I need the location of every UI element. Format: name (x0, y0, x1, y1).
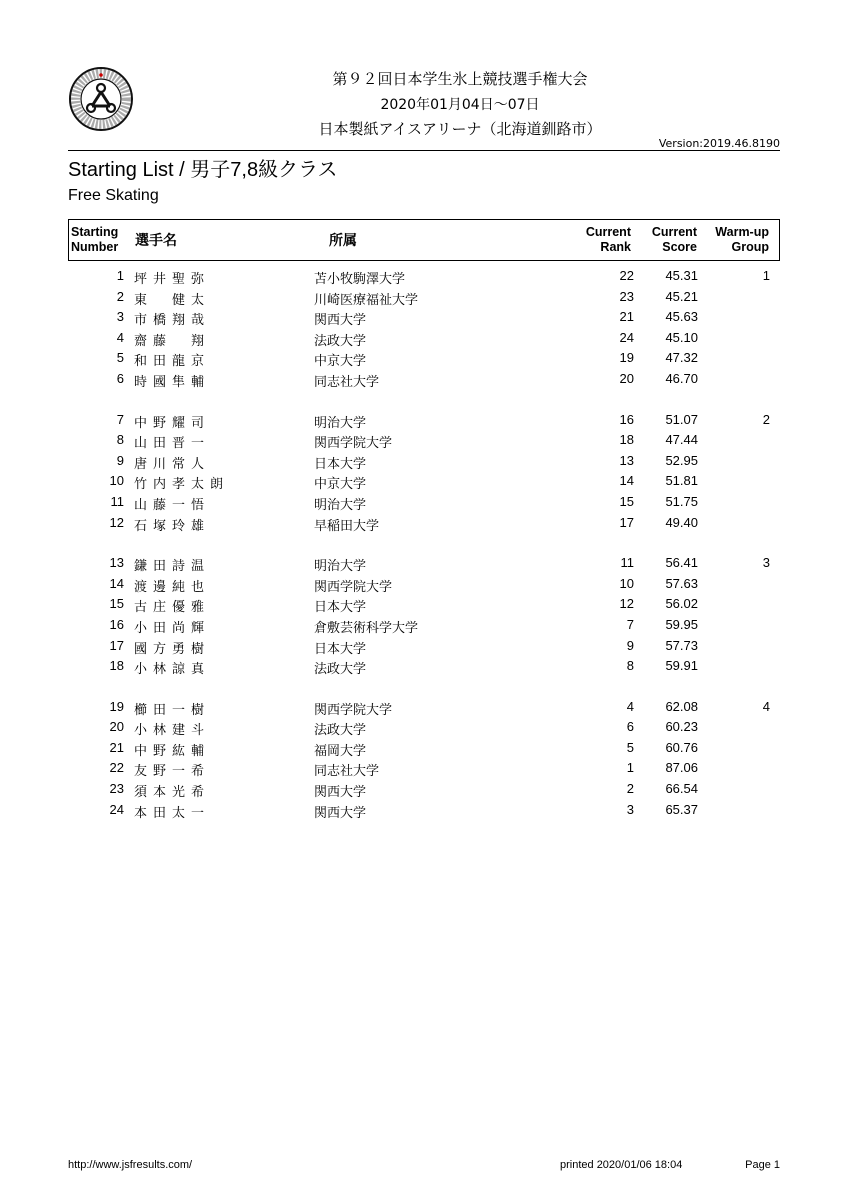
current-score: 46.70 (665, 370, 698, 386)
starting-number: 12 (109, 514, 124, 530)
current-score: 49.40 (665, 514, 698, 530)
skater-name: 本田太一 (134, 804, 211, 820)
starting-number: 3 (116, 309, 124, 325)
event-title: 第９２回日本学生氷上競技選手権大会 (332, 70, 588, 88)
table-row (68, 287, 780, 308)
starting-number: 14 (109, 575, 124, 591)
skater-name: 中野耀司 (134, 414, 211, 430)
starting-number: 8 (116, 432, 124, 448)
footer-url[interactable]: http://www.jsfresults.com/ (68, 1159, 193, 1171)
warmup-group: 3 (762, 555, 770, 571)
current-score: 52.95 (665, 452, 698, 468)
current-rank: 18 (619, 432, 634, 448)
skater-name: 鎌田詩温 (134, 558, 211, 574)
current-score: 45.31 (665, 268, 698, 283)
table-row (68, 553, 780, 574)
current-score: 60.23 (665, 719, 698, 735)
skater-name: 須本光希 (134, 784, 211, 800)
current-score: 60.76 (665, 739, 698, 755)
club-name: 日本大学 (314, 599, 367, 615)
table-row (68, 800, 780, 821)
skater-name: 和田龍京 (134, 353, 211, 369)
current-rank: 9 (626, 637, 634, 653)
current-score: 56.02 (665, 596, 698, 612)
skater-name: 山田晋一 (134, 435, 211, 451)
current-rank: 22 (619, 268, 634, 283)
starting-number: 9 (116, 452, 124, 468)
table-row (68, 779, 780, 800)
current-score: 45.10 (665, 329, 698, 345)
club-name: 法政大学 (314, 722, 367, 738)
club-name: 川崎医療福祉大学 (314, 291, 419, 307)
club-name: 法政大学 (314, 332, 367, 348)
starting-number: 4 (116, 329, 124, 345)
table-row (68, 594, 780, 615)
table-row (68, 717, 780, 738)
skater-name: 國方勇樹 (134, 640, 211, 656)
current-score: 87.06 (665, 760, 698, 776)
club-name: 同志社大学 (314, 373, 380, 389)
header-divider (68, 150, 780, 151)
club-name: 日本大学 (314, 455, 367, 471)
current-rank: 12 (619, 596, 634, 612)
club-name: 苫小牧駒澤大学 (314, 271, 406, 286)
table-header (68, 219, 780, 261)
starting-number: 16 (109, 616, 124, 632)
skater-name: 古庄優雅 (134, 599, 211, 615)
table-row (68, 369, 780, 390)
club-name: 同志社大学 (314, 763, 380, 779)
club-name: 中京大学 (314, 353, 367, 369)
current-rank: 15 (619, 493, 634, 509)
current-rank: 13 (619, 452, 634, 468)
skater-name: 時國隼輔 (134, 373, 211, 389)
current-score: 66.54 (665, 781, 698, 797)
col-starting-number: Starting Number (71, 225, 119, 254)
skater-name: 坪井聖弥 (134, 271, 211, 286)
club-name: 早稲田大学 (314, 517, 380, 533)
club-name: 関西大学 (314, 784, 367, 800)
table-row (68, 471, 780, 492)
current-rank: 17 (619, 514, 634, 530)
skater-name: 市橋翔哉 (134, 312, 211, 328)
footer-page: Page 1 (745, 1159, 780, 1171)
starting-number: 13 (109, 555, 124, 571)
current-score: 57.73 (665, 637, 698, 653)
club-name: 関西学院大学 (314, 435, 393, 451)
current-rank: 8 (626, 658, 634, 674)
starting-number: 1 (116, 268, 124, 283)
warmup-group: 2 (762, 411, 770, 427)
skater-name: 石塚玲雄 (134, 517, 211, 533)
col-current-rank: Current Rank (585, 225, 631, 254)
starting-number: 24 (109, 801, 124, 817)
starting-number: 19 (109, 698, 124, 714)
skater-name: 小林建斗 (134, 722, 211, 738)
version-label: Version:2019.46.8190 (658, 137, 780, 150)
table-row (68, 697, 780, 718)
table-row (68, 615, 780, 636)
current-score: 65.37 (665, 801, 698, 817)
current-score: 57.63 (665, 575, 698, 591)
club-name: 関西大学 (314, 804, 367, 820)
table-row (68, 266, 780, 287)
col-warmup-group: Warm-up Group (715, 225, 769, 254)
skater-name: 友野一希 (134, 763, 211, 779)
event-dates: 2020年01月04日～07日 (380, 97, 540, 113)
current-rank: 19 (619, 350, 634, 366)
skater-name: 小田尚輝 (134, 619, 211, 635)
club-name: 関西学院大学 (314, 701, 393, 717)
table-row (68, 328, 780, 349)
current-score: 59.95 (665, 616, 698, 632)
page-title: Starting List / 男子7,8級クラス (68, 159, 338, 181)
table-row (68, 451, 780, 472)
starting-number: 10 (109, 473, 124, 489)
club-name: 明治大学 (314, 496, 367, 512)
current-score: 51.81 (665, 473, 698, 489)
skater-name: 山藤一悟 (134, 496, 211, 512)
club-name: 中京大学 (314, 476, 367, 492)
current-rank: 16 (619, 411, 634, 427)
current-rank: 5 (626, 739, 634, 755)
current-score: 47.32 (665, 350, 698, 366)
club-name: 関西大学 (314, 312, 367, 328)
current-score: 56.41 (665, 555, 698, 571)
event-venue: 日本製紙アイスアリーナ（北海道釧路市） (318, 120, 602, 138)
starting-number: 17 (109, 637, 124, 653)
starting-number: 23 (109, 781, 124, 797)
starting-number: 15 (109, 596, 124, 612)
current-rank: 7 (626, 616, 634, 632)
current-score: 47.44 (665, 432, 698, 448)
skater-name: 小林諒真 (134, 661, 211, 677)
skater-name: 中野紘輔 (134, 742, 211, 758)
current-rank: 1 (626, 760, 634, 776)
current-score: 62.08 (665, 698, 698, 714)
club-name: 明治大学 (314, 414, 367, 430)
club-name: 倉敷芸術科学大学 (314, 619, 419, 635)
club-name: 関西学院大学 (314, 578, 393, 594)
current-rank: 10 (619, 575, 634, 591)
club-name: 明治大学 (314, 558, 367, 574)
starting-number: 5 (116, 350, 124, 366)
footer-printed: printed 2020/01/06 18:04 (560, 1159, 683, 1171)
current-rank: 3 (626, 801, 634, 817)
starting-number: 21 (109, 739, 124, 755)
club-name: 法政大学 (314, 661, 367, 677)
current-score: 51.07 (665, 411, 698, 427)
table-row (68, 410, 780, 431)
skater-name: 竹内孝太朗 (134, 476, 230, 492)
current-score: 51.75 (665, 493, 698, 509)
current-rank: 23 (619, 288, 634, 304)
current-rank: 14 (619, 473, 634, 489)
skater-name: 唐川常人 (134, 455, 211, 471)
current-rank: 11 (620, 555, 634, 571)
starting-number: 6 (116, 370, 124, 386)
current-rank: 20 (619, 370, 634, 386)
table-row (68, 348, 780, 369)
table-row (68, 513, 780, 534)
club-name: 日本大学 (314, 640, 367, 656)
skater-name: 齋藤 翔 (134, 332, 211, 348)
starting-number: 7 (116, 411, 124, 427)
warmup-group: 4 (762, 698, 770, 714)
current-score: 45.63 (665, 309, 698, 325)
col-current-score: Current Score (651, 225, 697, 254)
current-rank: 24 (619, 329, 634, 345)
starting-number: 11 (110, 493, 124, 509)
current-score: 59.91 (665, 658, 698, 674)
skater-name: 東 健太 (134, 291, 211, 307)
table-row (68, 738, 780, 759)
current-rank: 6 (626, 719, 634, 735)
table-row (68, 430, 780, 451)
table-row (68, 636, 780, 657)
current-rank: 2 (626, 781, 634, 797)
starting-number: 22 (109, 760, 124, 776)
warmup-group: 1 (762, 268, 770, 283)
current-rank: 21 (619, 309, 634, 325)
col-name: 選手名 (135, 232, 177, 248)
col-club: 所属 (329, 232, 357, 248)
current-score: 45.21 (665, 288, 698, 304)
skater-name: 櫛田一樹 (134, 701, 211, 717)
starting-number: 2 (116, 288, 124, 304)
table-row (68, 492, 780, 513)
table-row (68, 758, 780, 779)
table-row (68, 574, 780, 595)
table-row (68, 307, 780, 328)
skater-name: 渡邊純也 (134, 578, 211, 594)
starting-number: 20 (109, 719, 124, 735)
table-row (68, 656, 780, 677)
page-subtitle: Free Skating (68, 187, 159, 204)
federation-logo (68, 66, 134, 132)
current-rank: 4 (626, 698, 634, 714)
club-name: 福岡大学 (314, 742, 367, 758)
starting-list (68, 266, 780, 820)
starting-number: 18 (109, 658, 124, 674)
